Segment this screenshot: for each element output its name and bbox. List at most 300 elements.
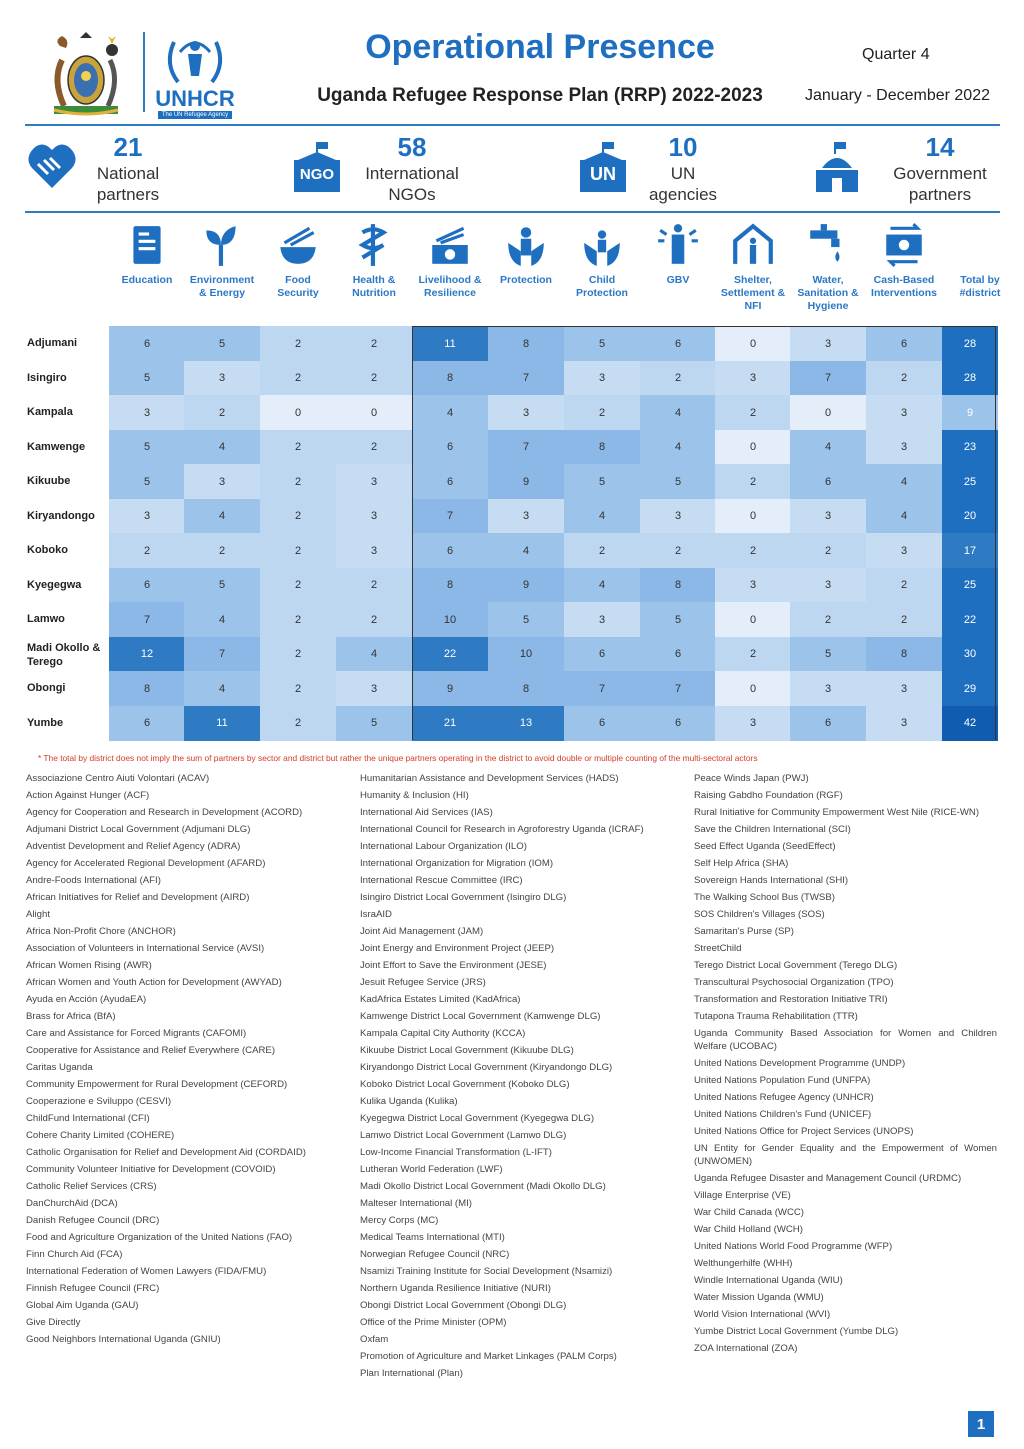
uganda-coat-of-arms-logo bbox=[40, 30, 132, 118]
matrix-cell: 2 bbox=[640, 533, 716, 568]
sector-label-line: Environment bbox=[189, 274, 255, 286]
matrix-cell: 13 bbox=[488, 706, 564, 741]
partner-list-item: Kiryandongo District Local Government (Kiryandongo DLG) bbox=[360, 1062, 613, 1073]
partner-list-item: Kamwenge District Local Government (Kamwenge DLG) bbox=[360, 1011, 601, 1022]
partner-list-item: Cohere Charity Limited (COHERE) bbox=[26, 1130, 175, 1141]
partner-list-item: United Nations Development Programme (UNDP) bbox=[694, 1058, 906, 1069]
partner-list-item: Associazione Centro Aiuti Volontari (ACAV) bbox=[26, 773, 210, 784]
partner-list-item: Peace Winds Japan (PWJ) bbox=[694, 773, 809, 784]
matrix-cell: 2 bbox=[260, 671, 336, 706]
sector-header-1 bbox=[184, 222, 260, 300]
partner-list-item: Joint Aid Management (JAM) bbox=[360, 926, 484, 937]
matrix-cell: 3 bbox=[336, 671, 412, 706]
matrix-cell: 6 bbox=[640, 706, 716, 741]
partner-list-item: Action Against Hunger (ACF) bbox=[26, 790, 150, 801]
matrix-cell: 2 bbox=[260, 499, 336, 534]
unhcr-logo bbox=[150, 32, 240, 116]
matrix-cell: 6 bbox=[412, 464, 488, 499]
matrix-cell: 7 bbox=[184, 637, 260, 672]
matrix-cell: 3 bbox=[790, 499, 866, 534]
matrix-cell: 4 bbox=[866, 499, 942, 534]
district-total-cell: 30 bbox=[942, 637, 998, 672]
partner-list-item: Transformation and Restoration Initiative TRI) bbox=[694, 994, 888, 1005]
matrix-cell: 3 bbox=[564, 602, 640, 637]
matrix-cell: 4 bbox=[184, 671, 260, 706]
matrix-cell: 6 bbox=[109, 706, 185, 741]
partner-list-item: Welthungerhilfe (WHH) bbox=[694, 1258, 793, 1269]
partner-list-item: Save the Children International (SCI) bbox=[694, 824, 851, 835]
partner-list-item: Jesuit Refugee Service (JRS) bbox=[360, 977, 486, 988]
matrix-cell: 6 bbox=[790, 706, 866, 741]
partner-list-item: Finnish Refugee Council (FRC) bbox=[26, 1283, 160, 1294]
child-protection-icon bbox=[564, 222, 640, 268]
partner-list-item: Brass for Africa (BfA) bbox=[26, 1011, 116, 1022]
leaf-icon bbox=[184, 222, 260, 268]
partner-list-item: Lutheran World Federation (LWF) bbox=[360, 1164, 503, 1175]
stat-number-national: 21 bbox=[113, 132, 143, 162]
partner-list-item: Medical Teams International (MTI) bbox=[360, 1232, 505, 1243]
matrix-cell: 0 bbox=[790, 395, 866, 430]
partner-list-item: Humanitarian Assistance and Development Services (HADS) bbox=[360, 773, 619, 784]
partner-list-item: KadAfrica Estates Limited (KadAfrica) bbox=[360, 994, 521, 1005]
sector-label-line: Total by bbox=[960, 274, 1000, 286]
matrix-cell: 0 bbox=[715, 499, 791, 534]
matrix-cell: 8 bbox=[564, 430, 640, 465]
partner-list-item: Low-Income Financial Transformation (L-IFT) bbox=[360, 1147, 552, 1158]
partner-list-item: Office of the Prime Minister (OPM) bbox=[360, 1317, 507, 1328]
partner-list-item: SOS Children's Villages (SOS) bbox=[694, 909, 825, 920]
matrix-cell: 5 bbox=[488, 602, 564, 637]
district-total-cell: 29 bbox=[942, 671, 998, 706]
matrix-cell: 6 bbox=[564, 706, 640, 741]
partner-list-item: International Rescue Committee (IRC) bbox=[360, 875, 523, 886]
matrix-cell: 5 bbox=[109, 464, 185, 499]
sector-label-line: GBV bbox=[666, 274, 690, 286]
unhcr-tagline: The UN Refugee Agency bbox=[158, 111, 232, 119]
matrix-cell: 9 bbox=[412, 671, 488, 706]
partner-list-item: Agency for Accelerated Regional Development (AFARD) bbox=[26, 858, 266, 869]
matrix-cell: 2 bbox=[184, 533, 260, 568]
matrix-cell: 5 bbox=[184, 326, 260, 361]
partner-list-item: Kikuube District Local Government (Kikuube DLG) bbox=[360, 1045, 574, 1056]
district-total-cell: 17 bbox=[942, 533, 998, 568]
sector-header-3 bbox=[336, 222, 412, 300]
district-total-cell: 42 bbox=[942, 706, 998, 741]
partner-list-item: Rural Initiative for Community Empowerment West Nile (RICE-WN) bbox=[694, 807, 980, 818]
sector-label bbox=[640, 274, 716, 287]
matrix-cell: 3 bbox=[790, 671, 866, 706]
partner-list-item: Seed Effect Uganda (SeedEffect) bbox=[694, 841, 836, 852]
sector-header-8 bbox=[715, 222, 791, 313]
matrix-cell: 6 bbox=[866, 326, 942, 361]
matrix-cell: 12 bbox=[109, 637, 185, 672]
sector-label-line: NFI bbox=[744, 300, 762, 312]
matrix-cell: 0 bbox=[336, 395, 412, 430]
partner-list-item: IsraAID bbox=[360, 909, 392, 920]
partner-list-item: Lamwo District Local Government (Lamwo DLG) bbox=[360, 1130, 567, 1141]
matrix-cell: 0 bbox=[715, 602, 791, 637]
district-name: Koboko bbox=[27, 544, 68, 556]
sector-header-0 bbox=[109, 222, 185, 287]
sector-label bbox=[942, 274, 1018, 300]
matrix-cell: 6 bbox=[109, 568, 185, 603]
partner-list-item: United Nations Population Fund (UNFPA) bbox=[694, 1075, 871, 1086]
partner-list-item: Global Aim Uganda (GAU) bbox=[26, 1300, 139, 1311]
sector-label-line: Nutrition bbox=[352, 287, 396, 299]
partner-list-item: Kampala Capital City Authority (KCCA) bbox=[360, 1028, 526, 1039]
matrix-cell: 2 bbox=[866, 602, 942, 637]
sector-label-line: Security bbox=[277, 287, 319, 299]
stat-label-un-1: UN bbox=[670, 164, 696, 183]
period-label: January - December 2022 bbox=[805, 87, 990, 104]
matrix-cell: 2 bbox=[184, 395, 260, 430]
matrix-cell: 9 bbox=[488, 464, 564, 499]
partner-list-item: Africa Non-Profit Chore (ANCHOR) bbox=[26, 926, 176, 937]
matrix-cell: 2 bbox=[640, 361, 716, 396]
sector-label-line: Interventions bbox=[871, 287, 937, 299]
partner-list-item: United Nations Refugee Agency (UNHCR) bbox=[694, 1092, 874, 1103]
matrix-cell: 4 bbox=[640, 430, 716, 465]
matrix-cell: 7 bbox=[640, 671, 716, 706]
partner-list-item: Yumbe District Local Government (Yumbe DLG) bbox=[694, 1326, 899, 1337]
matrix-cell: 3 bbox=[715, 706, 791, 741]
matrix-cell: 2 bbox=[260, 706, 336, 741]
matrix-cell: 3 bbox=[564, 361, 640, 396]
district-total-cell: 9 bbox=[942, 395, 998, 430]
stat-label-ngo-1: International bbox=[365, 164, 459, 183]
sector-label-line: Protection bbox=[576, 287, 628, 299]
sector-label bbox=[184, 274, 260, 300]
matrix-cell: 8 bbox=[109, 671, 185, 706]
matrix-cell: 3 bbox=[109, 395, 185, 430]
matrix-cell: 2 bbox=[564, 533, 640, 568]
partner-list-item: African Women Rising (AWR) bbox=[26, 960, 152, 971]
matrix-cell: 2 bbox=[260, 361, 336, 396]
footnote: * The total by district does not imply the sum of partners by sector and district but rather the unique partners operating in the district to avoid double or multiple counting of the multi-sectoral actors bbox=[38, 753, 758, 763]
matrix-cell: 3 bbox=[715, 361, 791, 396]
partner-list-item: Nsamizi Training Institute for Social Development (Nsamizi) bbox=[360, 1266, 613, 1277]
protection-icon bbox=[488, 222, 564, 268]
matrix-cell: 2 bbox=[715, 395, 791, 430]
partner-list-item: Promotion of Agriculture and Market Linkages (PALM Corps) bbox=[360, 1351, 617, 1362]
matrix-cell: 6 bbox=[640, 326, 716, 361]
sector-header-5 bbox=[488, 222, 564, 287]
matrix-cell: 2 bbox=[336, 326, 412, 361]
matrix-cell: 22 bbox=[412, 637, 488, 672]
stat-number-gov: 14 bbox=[925, 132, 955, 162]
matrix-cell: 8 bbox=[488, 326, 564, 361]
district-name: Kiryandongo bbox=[27, 509, 95, 522]
matrix-cell: 2 bbox=[336, 361, 412, 396]
un-building-icon bbox=[578, 142, 628, 199]
matrix-cell: 4 bbox=[184, 499, 260, 534]
matrix-cell: 6 bbox=[564, 637, 640, 672]
matrix-cell: 3 bbox=[336, 499, 412, 534]
health-icon bbox=[336, 222, 412, 268]
matrix-cell: 8 bbox=[488, 671, 564, 706]
sector-label bbox=[336, 274, 412, 300]
matrix-cell: 7 bbox=[564, 671, 640, 706]
partner-list-item: Danish Refugee Council (DRC) bbox=[26, 1215, 160, 1226]
partner-list-item: Samaritan's Purse (SP) bbox=[694, 926, 794, 937]
matrix-cell: 21 bbox=[412, 706, 488, 741]
matrix-cell: 2 bbox=[790, 533, 866, 568]
matrix-cell: 2 bbox=[336, 430, 412, 465]
stat-label-ngo-2: NGOs bbox=[388, 185, 436, 204]
stat-label-gov-2: partners bbox=[908, 185, 972, 204]
matrix-cell: 2 bbox=[260, 602, 336, 637]
matrix-cell: 6 bbox=[790, 464, 866, 499]
partner-list-item: Andre-Foods International (AFI) bbox=[26, 875, 161, 886]
un-badge: UN bbox=[590, 164, 616, 184]
partner-list-item: Care and Assistance for Forced Migrants (CAFOMI) bbox=[26, 1028, 247, 1039]
partner-list-item: War Child Holland (WCH) bbox=[694, 1224, 803, 1235]
sector-label-line: Protection bbox=[500, 274, 552, 286]
sector-label-line: Cash-Based bbox=[873, 274, 935, 286]
partner-list-item: Self Help Africa (SHA) bbox=[694, 858, 789, 869]
matrix-cell: 2 bbox=[260, 326, 336, 361]
sector-label bbox=[488, 274, 564, 287]
matrix-cell: 3 bbox=[184, 361, 260, 396]
partner-list-item: Obongi District Local Government (Obongi DLG) bbox=[360, 1300, 567, 1311]
matrix-cell: 11 bbox=[184, 706, 260, 741]
partner-list-item: International Labour Organization (ILO) bbox=[360, 841, 527, 852]
stat-number-ngo: 58 bbox=[397, 132, 427, 162]
sector-label bbox=[109, 274, 185, 287]
livelihood-icon bbox=[412, 222, 488, 268]
sector-label-line: & Energy bbox=[198, 287, 246, 299]
partner-list-item: International Federation of Women Lawyers (FIDA/FMU) bbox=[26, 1266, 267, 1277]
matrix-cell: 2 bbox=[715, 533, 791, 568]
partner-list-item: Terego District Local Government (Terego DLG) bbox=[694, 960, 898, 971]
partner-list-item: Ayuda en Acción (AyudaEA) bbox=[26, 994, 147, 1005]
matrix-cell: 7 bbox=[412, 499, 488, 534]
partner-list-item: Adventist Development and Relief Agency (ADRA) bbox=[26, 841, 241, 852]
header-divider bbox=[143, 32, 145, 112]
matrix-cell: 2 bbox=[260, 568, 336, 603]
header-rule bbox=[25, 124, 1000, 126]
matrix-cell: 4 bbox=[790, 430, 866, 465]
quarter-label: Quarter 4 bbox=[862, 46, 930, 63]
partner-list-item: United Nations World Food Programme (WFP) bbox=[694, 1241, 893, 1252]
matrix-cell: 5 bbox=[109, 430, 185, 465]
district-name: Adjumani bbox=[27, 337, 78, 349]
partner-list-item: United Nations Office for Project Services (UNOPS) bbox=[694, 1126, 914, 1137]
partner-list-item: Transcultural Psychosocial Organization (TPO) bbox=[694, 977, 894, 988]
matrix-cell: 8 bbox=[412, 568, 488, 603]
cash-icon bbox=[866, 222, 942, 268]
matrix-cell: 4 bbox=[184, 430, 260, 465]
matrix-cell: 7 bbox=[488, 361, 564, 396]
matrix-cell: 3 bbox=[488, 395, 564, 430]
page-number: 1 bbox=[968, 1411, 994, 1437]
matrix-cell: 3 bbox=[336, 533, 412, 568]
sector-label-line: Sanitation & bbox=[797, 287, 859, 299]
matrix-cell: 5 bbox=[109, 361, 185, 396]
sector-label bbox=[412, 274, 488, 300]
partner-list-item: ChildFund International (CFI) bbox=[26, 1113, 150, 1124]
partners-matrix bbox=[0, 326, 1024, 740]
matrix-cell: 6 bbox=[109, 326, 185, 361]
district-total-cell: 28 bbox=[942, 361, 998, 396]
matrix-cell: 8 bbox=[866, 637, 942, 672]
matrix-cell: 5 bbox=[790, 637, 866, 672]
matrix-cell: 3 bbox=[866, 395, 942, 430]
matrix-cell: 5 bbox=[640, 464, 716, 499]
water-tap-icon bbox=[790, 222, 866, 268]
stat-label-gov-1: Government bbox=[893, 164, 987, 183]
sector-label-line: Food bbox=[285, 274, 311, 286]
partner-list-item: World Vision International (WVI) bbox=[694, 1309, 831, 1320]
matrix-cell: 3 bbox=[866, 430, 942, 465]
matrix-cell: 3 bbox=[715, 568, 791, 603]
district-name: Isingiro bbox=[27, 371, 67, 384]
partner-list-item: Humanity & Inclusion (HI) bbox=[360, 790, 469, 801]
matrix-cell: 6 bbox=[412, 533, 488, 568]
matrix-cell: 2 bbox=[260, 533, 336, 568]
partner-list-item: Village Enterprise (VE) bbox=[694, 1190, 791, 1201]
district-total-cell: 25 bbox=[942, 464, 998, 499]
partner-list-item: Adjumani District Local Government (Adjumani DLG) bbox=[26, 824, 251, 835]
partner-list-item: Food and Agriculture Organization of the United Nations (FAO) bbox=[26, 1232, 293, 1243]
district-total-cell: 20 bbox=[942, 499, 998, 534]
sector-label-line: Water, bbox=[812, 274, 844, 286]
handshake-icon bbox=[26, 140, 78, 197]
matrix-cell: 3 bbox=[866, 706, 942, 741]
partner-list-item: Uganda Community Based Association for Women and Children Welfare (UCOBAC) bbox=[694, 1028, 997, 1052]
matrix-cell: 4 bbox=[336, 637, 412, 672]
matrix-cell: 5 bbox=[564, 326, 640, 361]
sector-header-4 bbox=[412, 222, 488, 300]
partner-list-item: Catholic Relief Services (CRS) bbox=[26, 1181, 157, 1192]
sector-label-line: #district bbox=[959, 287, 1001, 299]
matrix-cell: 5 bbox=[336, 706, 412, 741]
matrix-cell: 0 bbox=[715, 671, 791, 706]
sector-header-2 bbox=[260, 222, 336, 300]
matrix-cell: 4 bbox=[564, 499, 640, 534]
partner-list-item: Water Mission Uganda (WMU) bbox=[694, 1292, 824, 1303]
sector-header-11 bbox=[942, 222, 1018, 300]
stat-number-un: 10 bbox=[668, 132, 698, 162]
sector-label-line: Settlement & bbox=[720, 287, 786, 299]
sector-label bbox=[260, 274, 336, 300]
matrix-cell: 6 bbox=[412, 430, 488, 465]
matrix-cell: 0 bbox=[715, 430, 791, 465]
government-building-icon bbox=[814, 142, 860, 199]
sector-label bbox=[715, 274, 791, 313]
sector-label-line: Child bbox=[588, 274, 616, 286]
sector-label-line: Hygiene bbox=[807, 300, 849, 312]
partner-list-item: Madi Okollo District Local Government (Madi Okollo DLG) bbox=[360, 1181, 606, 1192]
sector-label-line: Livelihood & bbox=[418, 274, 482, 286]
gbv-icon bbox=[640, 222, 716, 268]
page-title: Operational Presence bbox=[365, 28, 715, 66]
matrix-cell: 6 bbox=[640, 637, 716, 672]
partner-list-item: African Initiatives for Relief and Development (AIRD) bbox=[26, 892, 250, 903]
partner-list-item: Community Volunteer Initiative for Development (COVOID) bbox=[26, 1164, 276, 1175]
partner-list-item: Norwegian Refugee Council (NRC) bbox=[360, 1249, 510, 1260]
partner-list-item: Isingiro District Local Government (Isingiro DLG) bbox=[360, 892, 567, 903]
matrix-cell: 2 bbox=[866, 568, 942, 603]
matrix-cell: 2 bbox=[109, 533, 185, 568]
matrix-cell: 2 bbox=[715, 464, 791, 499]
partner-list-item: Joint Energy and Environment Project (JEEP) bbox=[360, 943, 555, 954]
matrix-cell: 4 bbox=[640, 395, 716, 430]
partner-list-item: Windle International Uganda (WIU) bbox=[694, 1275, 843, 1286]
district-name: Obongi bbox=[27, 682, 66, 694]
matrix-cell: 9 bbox=[488, 568, 564, 603]
district-total-cell: 28 bbox=[942, 326, 998, 361]
partner-list-item: Malteser International (MI) bbox=[360, 1198, 472, 1209]
matrix-cell: 2 bbox=[564, 395, 640, 430]
matrix-cell: 3 bbox=[790, 326, 866, 361]
partner-list-item: Mercy Corps (MC) bbox=[360, 1215, 439, 1226]
partner-list-item: Finn Church Aid (FCA) bbox=[26, 1249, 123, 1260]
partner-list-col-3 bbox=[694, 772, 997, 1359]
sector-label bbox=[564, 274, 640, 300]
matrix-cell: 4 bbox=[488, 533, 564, 568]
partner-list-item: Community Empowerment for Rural Development (CEFORD) bbox=[26, 1079, 288, 1090]
partner-list-item: Joint Effort to Save the Environment (JESE) bbox=[360, 960, 547, 971]
matrix-cell: 2 bbox=[260, 464, 336, 499]
district-name: Kyegegwa bbox=[27, 578, 82, 591]
matrix-cell: 3 bbox=[184, 464, 260, 499]
partner-list-item: Good Neighbors International Uganda (GNIU) bbox=[26, 1334, 221, 1345]
matrix-cell: 5 bbox=[184, 568, 260, 603]
partner-list-item: Association of Volunteers in International Service (AVSI) bbox=[26, 943, 265, 954]
matrix-cell: 0 bbox=[260, 395, 336, 430]
partner-list-item: Tutapona Trauma Rehabilitation (TTR) bbox=[694, 1011, 858, 1022]
district-name: Kampala bbox=[27, 406, 73, 418]
matrix-cell: 7 bbox=[790, 361, 866, 396]
book-icon bbox=[109, 222, 185, 268]
partner-list-item: Raising Gabdho Foundation (RGF) bbox=[694, 790, 843, 801]
partner-list-item: Alight bbox=[26, 909, 50, 920]
partner-list-item: Sovereign Hands International (SHI) bbox=[694, 875, 849, 886]
sector-header-7 bbox=[640, 222, 716, 287]
partner-list-item: African Women and Youth Action for Development (AWYAD) bbox=[26, 977, 282, 988]
partner-list-item: DanChurchAid (DCA) bbox=[26, 1198, 118, 1209]
matrix-cell: 10 bbox=[412, 602, 488, 637]
matrix-cell: 3 bbox=[866, 533, 942, 568]
ngo-building-icon bbox=[292, 142, 342, 199]
stats-rule bbox=[25, 211, 1000, 213]
stat-label-un-2: agencies bbox=[648, 185, 718, 204]
matrix-cell: 2 bbox=[336, 602, 412, 637]
matrix-cell: 8 bbox=[412, 361, 488, 396]
matrix-cell: 4 bbox=[412, 395, 488, 430]
matrix-cell: 3 bbox=[336, 464, 412, 499]
matrix-cell: 4 bbox=[564, 568, 640, 603]
partner-list-item: Cooperative for Assistance and Relief Everywhere (CARE) bbox=[26, 1045, 276, 1056]
matrix-cell: 5 bbox=[640, 602, 716, 637]
unhcr-logo-text: UNHCR bbox=[155, 86, 235, 111]
partner-list-item: Catholic Organisation for Relief and Development Aid (CORDAID) bbox=[26, 1147, 306, 1158]
district-name: Kikuube bbox=[27, 475, 71, 487]
partner-list-col-1 bbox=[26, 772, 329, 1350]
matrix-cell: 3 bbox=[790, 568, 866, 603]
partner-list-item: Cooperazione e Sviluppo (CESVI) bbox=[26, 1096, 172, 1107]
sector-label-line: Resilience bbox=[424, 287, 476, 299]
matrix-cell: 7 bbox=[109, 602, 185, 637]
matrix-cell: 4 bbox=[866, 464, 942, 499]
matrix-cell: 10 bbox=[488, 637, 564, 672]
partner-list-item: The Walking School Bus (TWSB) bbox=[694, 892, 835, 903]
stat-label-national-2: partners bbox=[96, 185, 160, 204]
partner-list-item: Kulika Uganda (Kulika) bbox=[360, 1096, 458, 1107]
sector-header-9 bbox=[790, 222, 866, 313]
district-total-cell: 22 bbox=[942, 602, 998, 637]
